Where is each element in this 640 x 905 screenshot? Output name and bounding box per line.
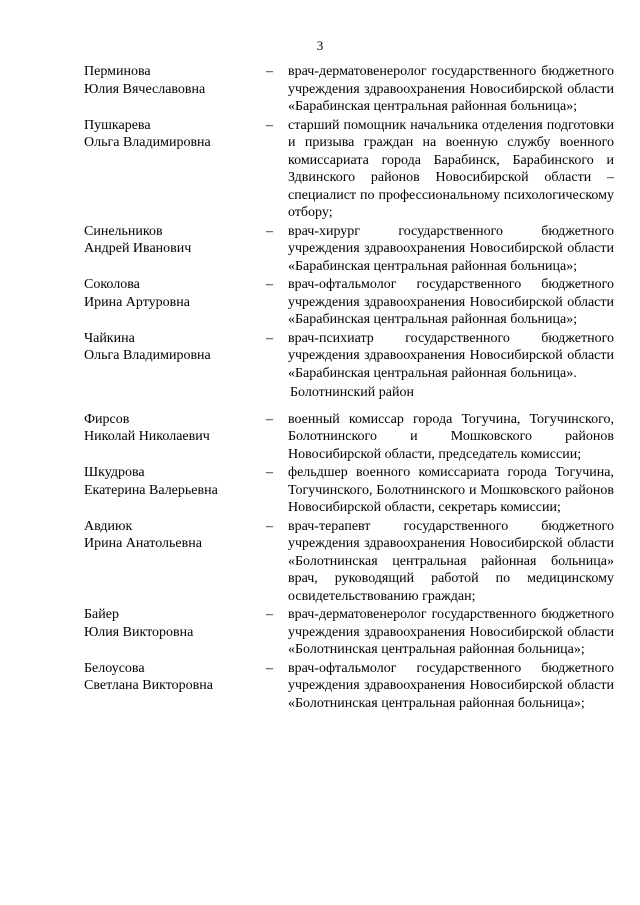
- member-position: врач-офтальмолог государственного бюджетного учреждения здравоохранения Новосибирской области «Болотнинская центральная районная больница»;: [288, 660, 614, 711]
- member-surname: Байер: [84, 607, 119, 622]
- dash-separator: –: [266, 518, 273, 534]
- member-given-names: Екатерина Валерьевна: [84, 482, 218, 498]
- member-position: врач-дерматовенеролог государственного бюджетного учреждения здравоохранения Новосибирской области «Болотнинская центральная районная больница»;: [288, 607, 614, 657]
- member-entry: [84, 63, 614, 116]
- member-name: [84, 63, 266, 116]
- member-surname: Шкудрова: [84, 465, 145, 480]
- member-position: врач-хирург государственного бюджетного учреждения здравоохранения Новосибирской области «Барабинская центральная районная больница»;: [288, 223, 614, 274]
- member-position: врач-терапевт государственного бюджетного учреждения здравоохранения Новосибирской области «Болотнинская центральная районная больница» врач, руководящий работой по медицинскому освидетельствованию граждан;: [288, 518, 614, 604]
- member-name: [84, 117, 266, 222]
- section-title-district: Болотнинский район: [290, 385, 414, 400]
- member-position: врач-психиатр государственного бюджетного учреждения здравоохранения Новосибирской области «Барабинская центральная районная больница».: [288, 330, 614, 381]
- member-entry: [84, 117, 614, 222]
- member-surname: Белоусова: [84, 660, 145, 676]
- member-position: врач-дерматовенеролог государственного бюджетного учреждения здравоохранения Новосибирской области «Барабинская центральная районная больница»;: [288, 64, 614, 114]
- member-given-names: Юлия Викторовна: [84, 624, 194, 640]
- member-name: [84, 276, 266, 329]
- member-given-names: Ольга Владимировна: [84, 348, 211, 363]
- member-given-names: Николай Николаевич: [84, 429, 210, 444]
- member-entry: [84, 606, 614, 659]
- dash-separator: –: [266, 465, 273, 480]
- member-surname: Синельников: [84, 223, 163, 239]
- member-position: фельдшер военного комиссариата города Тогучина, Тогучинского, Болотнинского и Мошковского районов Новосибирской области, секретарь комиссии;: [288, 465, 614, 515]
- member-name: [84, 518, 266, 606]
- dash-separator: –: [266, 411, 273, 427]
- commission-list: [84, 63, 614, 713]
- member-given-names: Светлана Викторовна: [84, 678, 213, 693]
- dash-separator: –: [266, 64, 273, 79]
- page-number: 3: [316, 38, 324, 53]
- member-surname: Соколова: [84, 277, 140, 292]
- member-surname: Авдиюк: [84, 518, 133, 534]
- dash-separator: –: [266, 117, 273, 133]
- member-name: [84, 330, 266, 383]
- member-given-names: Ирина Артуровна: [84, 294, 190, 310]
- member-given-names: Юлия Вячеславовна: [84, 81, 206, 97]
- dash-separator: –: [266, 330, 273, 346]
- member-entry: [84, 276, 614, 329]
- member-surname: Пушкарева: [84, 117, 151, 133]
- member-surname: Чайкина: [84, 330, 135, 346]
- member-entry: [84, 660, 614, 713]
- member-name: [84, 464, 266, 517]
- dash-separator: –: [266, 277, 273, 292]
- member-entry: [84, 464, 614, 517]
- member-entry: [84, 330, 614, 383]
- member-given-names: Ольга Владимировна: [84, 135, 211, 150]
- member-entry: [84, 223, 614, 276]
- member-surname: Фирсов: [84, 411, 130, 427]
- member-position: врач-офтальмолог государственного бюджетного учреждения здравоохранения Новосибирской области «Барабинская центральная районная больница»;: [288, 277, 614, 327]
- member-position: старший помощник начальника отделения подготовки и призыва граждан на военную службу военного комиссариата города Барабинск, Барабинского и Здвинского районов Новосибирской области – специалист по профессиональному психологическому отбору;: [288, 117, 614, 220]
- member-given-names: Ирина Анатольевна: [84, 536, 202, 551]
- member-surname: Перминова: [84, 64, 151, 79]
- member-name: [84, 411, 266, 464]
- dash-separator: –: [266, 607, 273, 622]
- member-entry: [84, 411, 614, 464]
- member-name: [84, 660, 266, 713]
- dash-separator: –: [266, 660, 273, 676]
- member-given-names: Андрей Иванович: [84, 241, 192, 256]
- member-name: [84, 606, 266, 659]
- dash-separator: –: [266, 223, 273, 239]
- member-position: военный комиссар города Тогучина, Тогучинского, Болотнинского и Мошковского районов Новосибирской области, председатель комиссии;: [288, 411, 614, 462]
- member-entry: [84, 518, 614, 606]
- member-name: [84, 223, 266, 276]
